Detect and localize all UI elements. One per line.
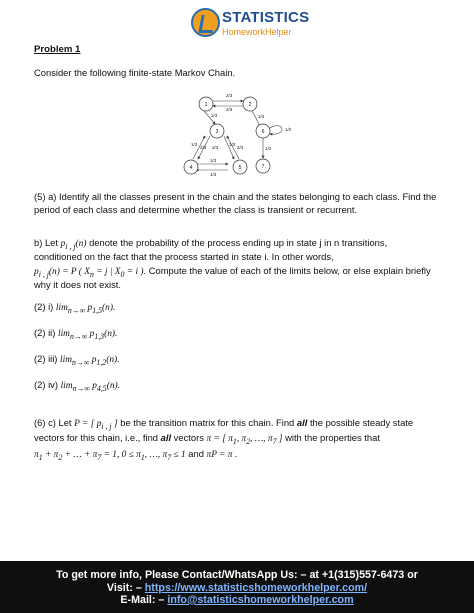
label-e66: 1/2 xyxy=(285,127,292,132)
pi-vec-c: , …, π xyxy=(250,434,273,444)
limit-iv-expr: $\lim_{n\to\infty} p_{4,5}(n)$. xyxy=(60,381,120,393)
chart-badge-icon xyxy=(191,8,220,37)
n-sym: n xyxy=(109,381,115,391)
x-sub-n: n xyxy=(89,269,94,279)
email-link[interactable]: info@statisticshomeworkhelper.com xyxy=(167,594,354,606)
label-e35: 1/3 xyxy=(229,142,236,147)
lim-word: lim xyxy=(57,329,70,339)
c-sub7: 7 xyxy=(97,452,102,462)
p-sym: p xyxy=(91,355,97,365)
edge-6-6 xyxy=(270,126,282,134)
problem-title: Problem 1 xyxy=(34,44,81,55)
footer-visit-label: Visit: – xyxy=(106,581,142,594)
label-e45: 1/3 xyxy=(210,158,217,163)
n-symbol-2: n xyxy=(52,267,57,277)
label-e13: 1/3 xyxy=(211,113,218,118)
pi-sub-2: 2 xyxy=(246,436,251,446)
limit-iii-expr: $\lim_{n\to\infty} p_{1,2}(n)$. xyxy=(60,355,120,367)
limit-i-label: (2) i) xyxy=(34,301,54,312)
footer-visit-line xyxy=(0,582,474,595)
markov-chain-diagram xyxy=(160,86,300,190)
limit-ii xyxy=(34,327,117,343)
part-b-line2: conditioned on the fact that the process started in state i. In other words, xyxy=(34,251,334,262)
node-label-6: 6 xyxy=(261,129,265,135)
node-label-4: 4 xyxy=(189,165,193,171)
lim-sub: n→∞ xyxy=(67,305,86,315)
emphasis-all-2: all xyxy=(160,432,172,443)
pi-vector: π = [ $\pi_1$, $\pi_2$, …, $\pi_7$ ] xyxy=(206,434,283,446)
part-6-prefix: (6) c) Let xyxy=(34,417,72,428)
part-6-text-a: be the transition matrix for this chain. Find xyxy=(120,417,295,428)
part-b-line4: why it does not exist. xyxy=(34,279,122,290)
footer-email-line xyxy=(0,594,474,607)
lim-word: lim xyxy=(60,381,73,391)
c-sum2: + … + π xyxy=(64,450,98,460)
n-sym: n xyxy=(107,329,112,339)
part-6-line2b: vectors xyxy=(173,432,204,443)
stationary-condition: πP = π . xyxy=(206,450,238,460)
label-e34: 1/3 xyxy=(191,142,198,147)
steady-state-conditions xyxy=(34,450,186,460)
pi-sub-1: 1 xyxy=(232,436,237,446)
part-6-line2c: with the properties that xyxy=(285,432,380,443)
limit-i xyxy=(34,301,115,317)
limit-ii-label: (2) ii) xyxy=(34,327,56,338)
transition-matrix: P = [ $p_{i , j}$ ] xyxy=(74,419,118,431)
footer-contact-line: To get more info, Please Contact/WhatsApp Us: – at +1(315)557-6473 or xyxy=(56,569,418,581)
c-sub1b: 1 xyxy=(140,452,145,462)
lim-sub: n→∞ xyxy=(72,383,90,393)
lim-word: lim xyxy=(55,303,68,313)
n-symbol: n xyxy=(78,239,84,249)
c-le: ≤ 1 xyxy=(173,450,186,460)
part-6-line3 xyxy=(34,448,446,464)
limit-i-expr: $\lim_{n\to\infty} p_{1,5}(n)$. xyxy=(55,303,116,315)
c-sub1: 1 xyxy=(38,452,43,462)
label-e12: 2/3 xyxy=(226,93,233,98)
c-eq: = 1, 0 ≤ π xyxy=(103,450,141,460)
footer-email-label: E-Mail: – xyxy=(120,594,165,606)
footer-banner xyxy=(0,561,474,613)
logo-subtitle: HomeworkHelper xyxy=(222,27,292,37)
node-label-5: 5 xyxy=(238,165,242,171)
part-6-line1 xyxy=(34,417,446,433)
limit-iv-label: (2) iv) xyxy=(34,379,58,390)
formula-part1: = P ( X xyxy=(62,267,90,277)
pi-sub-7: 7 xyxy=(272,436,277,446)
p-sym: p xyxy=(89,329,95,339)
transition-definition: $p_{i , j}(n) = P$ ( $X_n = j$ | $X_0 = i$ ) xyxy=(34,267,144,279)
label-e54: 1/3 xyxy=(210,172,217,177)
n-sym: n xyxy=(109,355,114,365)
part-5-question: (5) a) Identify all the classes present in the chain and the states belonging to each class. Find the period of each class and determine whether the class is transient or recurrent. xyxy=(34,191,437,215)
c-sum1: + π xyxy=(44,450,59,460)
p-idx: 1,3 xyxy=(94,331,105,341)
c-rng: , …, π xyxy=(144,450,168,460)
p-idx: 1,2 xyxy=(96,357,107,367)
part-b-prefix: b) Let xyxy=(34,237,58,248)
emphasis-all: all xyxy=(296,417,308,428)
matrix-sub: i , j xyxy=(101,421,112,431)
website-link[interactable]: https://www.statisticshomeworkhelper.com/ xyxy=(144,581,368,594)
node-label-1: 1 xyxy=(204,102,208,108)
lim-sub: n→∞ xyxy=(72,357,90,367)
matrix-expr: P = [ p xyxy=(74,419,102,429)
p-idx: 1,5 xyxy=(92,305,103,315)
p-symbol: p xyxy=(60,239,66,249)
p-sub: i , j xyxy=(65,241,76,251)
label-e53: 2/3 xyxy=(237,145,244,150)
label-e67: 1/2 xyxy=(265,146,272,151)
n-sym: n xyxy=(105,303,110,313)
limit-ii-expr: $\lim_{n\to\infty} p_{1,3}(n)$. xyxy=(57,329,118,341)
c-sub7b: 7 xyxy=(167,452,172,462)
lim-word: lim xyxy=(60,355,73,365)
pi-vec-b: , π xyxy=(236,434,247,444)
intro-text: Consider the following finite-state Markov Chain. xyxy=(34,67,236,78)
node-label-7: 7 xyxy=(261,164,265,170)
label-e43: 2/3 xyxy=(200,145,207,150)
site-logo xyxy=(191,6,310,40)
p-sym: p xyxy=(87,303,93,313)
node-label-3: 3 xyxy=(215,129,219,135)
and-word: and xyxy=(188,448,204,459)
lim-sub: n→∞ xyxy=(69,331,88,341)
part-6-line2 xyxy=(34,432,446,448)
label-e23: 1/3 xyxy=(258,114,265,119)
label-e21: 2/3 xyxy=(226,107,233,112)
c-sub2: 2 xyxy=(58,452,63,462)
formula-part2: = j | X xyxy=(96,267,121,277)
part-6-line2a: vectors for this chain, i.e., find xyxy=(34,432,159,443)
limit-iii-label: (2) iii) xyxy=(34,353,58,364)
limit-iv xyxy=(34,379,120,395)
c-pi1: π xyxy=(34,450,39,460)
logo-title: STATISTICS xyxy=(222,9,310,26)
part-b-line1-rest: denote the probability of the process ending up in state j in n transitions, xyxy=(89,237,388,248)
x-sub-0: 0 xyxy=(120,269,125,279)
part-6-text-b: the possible steady state xyxy=(309,417,414,428)
formula-part3: = i ) xyxy=(126,267,144,277)
p-idx: 4,5 xyxy=(96,383,107,393)
limit-iii xyxy=(34,353,119,369)
p-ij-n: $p_{i , j}(n)$ xyxy=(60,239,87,251)
label-e_mid: 2/3 xyxy=(212,145,219,150)
p-sub-2: i , j xyxy=(38,269,49,279)
part-b-line3-rest: . Compute the value of each of the limits below, or else explain briefly xyxy=(143,265,431,276)
p-symbol-2: p xyxy=(34,267,39,277)
pi-vec-a: π = [ π xyxy=(206,434,233,444)
node-label-2: 2 xyxy=(248,102,252,108)
p-sym: p xyxy=(92,381,97,391)
